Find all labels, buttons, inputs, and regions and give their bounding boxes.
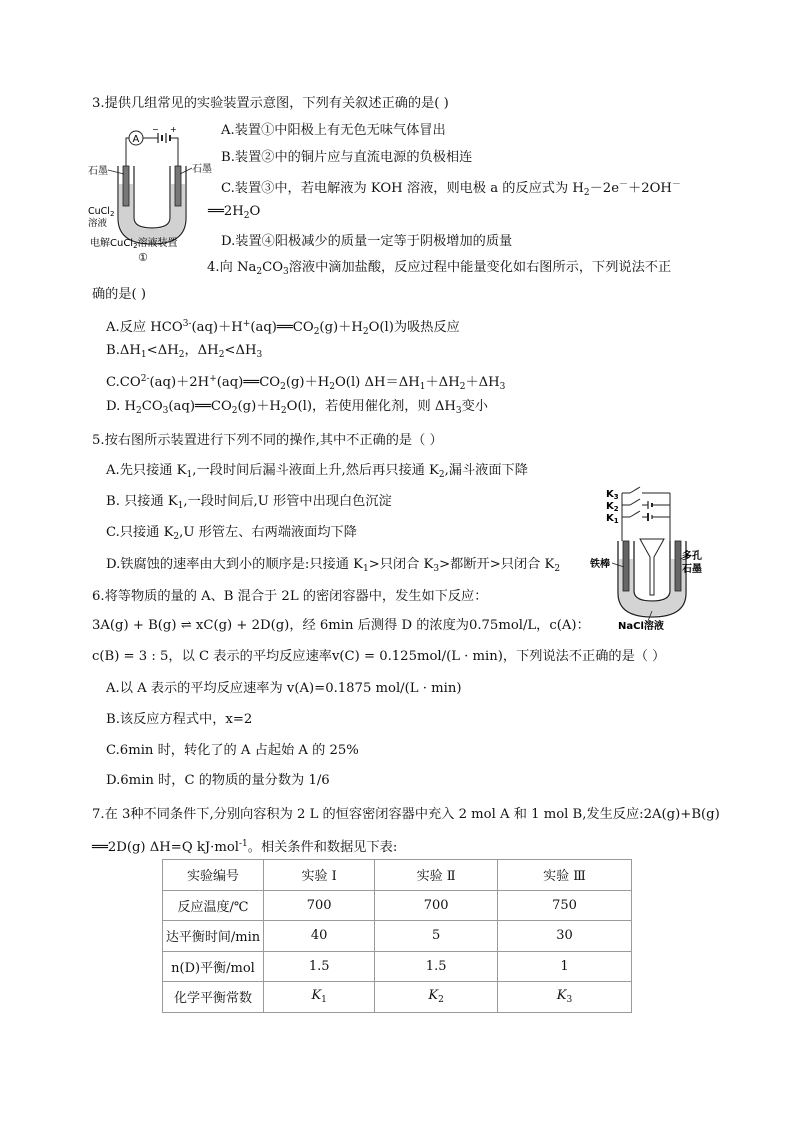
- ammeter-label: A: [132, 134, 140, 145]
- q7-stem-2: ══2D(g) ΔH=Q kJ·mol$^{-1}$。相关条件和数据见下表:: [92, 839, 398, 855]
- table-cell: 反应温度/℃: [163, 890, 264, 921]
- q6-equation: 3A(g) + B(g) ⇌ xC(g) + 2D(g)，经 6min 后测得 D 的浓度为0.75mol/L，c(A)：: [92, 618, 590, 633]
- table-cell: $K_1$: [264, 982, 375, 1013]
- svg-text:−: −: [152, 126, 159, 134]
- table-cell: 1.5: [375, 951, 498, 982]
- q7-stem: 7.在 3种不同条件下,分别向容积为 2 L 的恒容密闭容器中充入 2 mol A 和 1 mol B,发生反应:2A(g)+B(g): [92, 807, 720, 822]
- q5-option-a: A.先只接通 $K_1$,一段时间后漏斗液面上升,然后再只接通 $K_2$,漏斗液面下降: [106, 463, 528, 480]
- table-row: [163, 921, 632, 952]
- q4-option-a: A.反应 $HCO^{3-}(aq)+H^+(aq)══CO_2(g)+H_2O(l)$为吸热反应: [106, 319, 460, 337]
- svg-text:K2: $K_2$: [606, 501, 619, 513]
- switch-k3-label: K: [606, 489, 614, 500]
- figure-caption: 电解CuCl: [90, 238, 134, 249]
- table-cell: $K_3$: [497, 982, 631, 1013]
- table-cell: 700: [375, 890, 498, 921]
- svg-text:电解CuCl2溶液装置: 电解CuCl$_2$溶液装置: [90, 238, 178, 250]
- table-cell: 30: [497, 921, 631, 952]
- q6-option-b: B.该反应方程式中，x=2: [106, 712, 253, 727]
- q5-option-d: D.铁腐蚀的速率由大到小的顺序是:只接通 $K_1>$只闭合 $K_3>$都断开>只闭合 $K_2$: [106, 557, 561, 574]
- iron-rod-label: 铁棒: [590, 559, 610, 570]
- solution-label: CuCl: [88, 206, 110, 217]
- q5-stem: 5.按右图所示装置进行下列不同的操作,其中不正确的是（ ）: [92, 433, 443, 448]
- table-cell: n(D)平衡/mol: [163, 951, 264, 982]
- q7-data-table: [162, 859, 632, 1013]
- table-cell: 5: [375, 921, 498, 952]
- solution-label-2: 溶液: [88, 218, 108, 229]
- left-electrode-label: 石墨: [88, 166, 108, 177]
- svg-text:K3: $K_3$: [606, 489, 619, 501]
- svg-text:CuCl2: CuCl$_2$: [88, 206, 115, 218]
- table-row: [163, 982, 632, 1013]
- table-cell: $K_2$: [375, 982, 498, 1013]
- table-cell: 达平衡时间/min: [163, 921, 264, 952]
- q4-stem: 4.向 $Na_2CO_3$溶液中滴加盐酸，反应过程中能量变化如右图所示，下列说法不正: [207, 260, 672, 277]
- q6-option-c: C.6min 时，转化了的 A 占起始 A 的 25%: [106, 743, 359, 758]
- figure-number: ①: [138, 251, 148, 264]
- q3-figure-electrolysis-apparatus: [88, 126, 223, 272]
- q4-option-d: D. $H_2CO_3(aq)══CO_2(g)+H_2O(l)$，若使用催化剂，则 $\Delta H_3$变小: [106, 399, 488, 416]
- table-header-cell: 实验 Ⅰ: [264, 860, 375, 891]
- table-header-cell: 实验 Ⅱ: [375, 860, 498, 891]
- q4-option-b: $B.\Delta H_1<\Delta H_2$，$\Delta H_2<\Delta H_3$: [106, 343, 263, 360]
- porous-graphite-label: 多孔: [682, 551, 702, 562]
- q6-option-a: A.以 A 表示的平均反应速率为 v(A)=0.1875 mol/(L · min): [106, 681, 462, 696]
- q4-stem-2: 确的是( ): [92, 287, 147, 302]
- q3-option-a: A.装置①中阳极上有无色无味气体冒出: [221, 123, 446, 138]
- table-cell: 40: [264, 921, 375, 952]
- q4-option-c: $C.CO^{2-}(aq)+2H^+(aq)══CO_2(g)+H_2O(l)$ $\Delta H=\Delta H_1+\Delta H_2+\Delta H_3$: [106, 374, 506, 392]
- table-cell: 化学平衡常数: [163, 982, 264, 1013]
- table-header-row: [163, 860, 632, 891]
- q3-option-c-continued: $══2H_2O$: [208, 204, 261, 221]
- table-cell: 1.5: [264, 951, 375, 982]
- svg-text:K1: $K_1$: [606, 513, 619, 525]
- q6-equation-2: c(B) = 3 : 5，以 C 表示的平均反应速率v(C) = 0.125mol/(L · min)，下列说法不正确的是（ ）: [92, 649, 666, 664]
- switch-icon: [630, 487, 640, 493]
- porous-graphite-label-2: 石墨: [682, 564, 702, 575]
- right-electrode-label: 石墨: [192, 164, 212, 175]
- q5-option-c: C.只接通 $K_2,U$ 形管左、右两端液面均下降: [106, 525, 357, 542]
- table-header-cell: 实验编号: [163, 860, 264, 891]
- nacl-solution-label: NaCl溶液: [618, 621, 664, 631]
- q3-option-c: C.装置③中，若电解液为 KOH 溶液，则电极 a 的反应式为 $H_2-2e^-+2OH^-$: [221, 180, 681, 198]
- table-row: [163, 890, 632, 921]
- table-header-cell: 实验 Ⅲ: [497, 860, 631, 891]
- q3-stem: 3.提供几组常见的实验装置示意图，下列有关叙述正确的是( ): [92, 96, 449, 111]
- q5-figure-corrosion-apparatus: [590, 483, 715, 635]
- switch-k1-label: K: [606, 513, 614, 524]
- q6-stem: 6.将等物质的量的 A、B 混合于 2L 的密闭容器中，发生如下反应：: [92, 589, 488, 604]
- q3-option-d: D.装置④阳极减少的质量一定等于阴极增加的质量: [221, 234, 513, 249]
- q3-option-b: B.装置②中的铜片应与直流电源的负极相连: [221, 150, 473, 165]
- table-cell: 750: [497, 890, 631, 921]
- table-row: [163, 951, 632, 982]
- table-cell: 700: [264, 890, 375, 921]
- q6-option-d: D.6min 时，C 的物质的量分数为 1/6: [106, 773, 330, 788]
- switch-k2-label: K: [606, 501, 614, 512]
- q5-option-b: B. 只接通 $K_1$,一段时间后,U 形管中出现白色沉淀: [106, 494, 392, 511]
- table-cell: 1: [497, 951, 631, 982]
- svg-text:+: +: [170, 126, 177, 134]
